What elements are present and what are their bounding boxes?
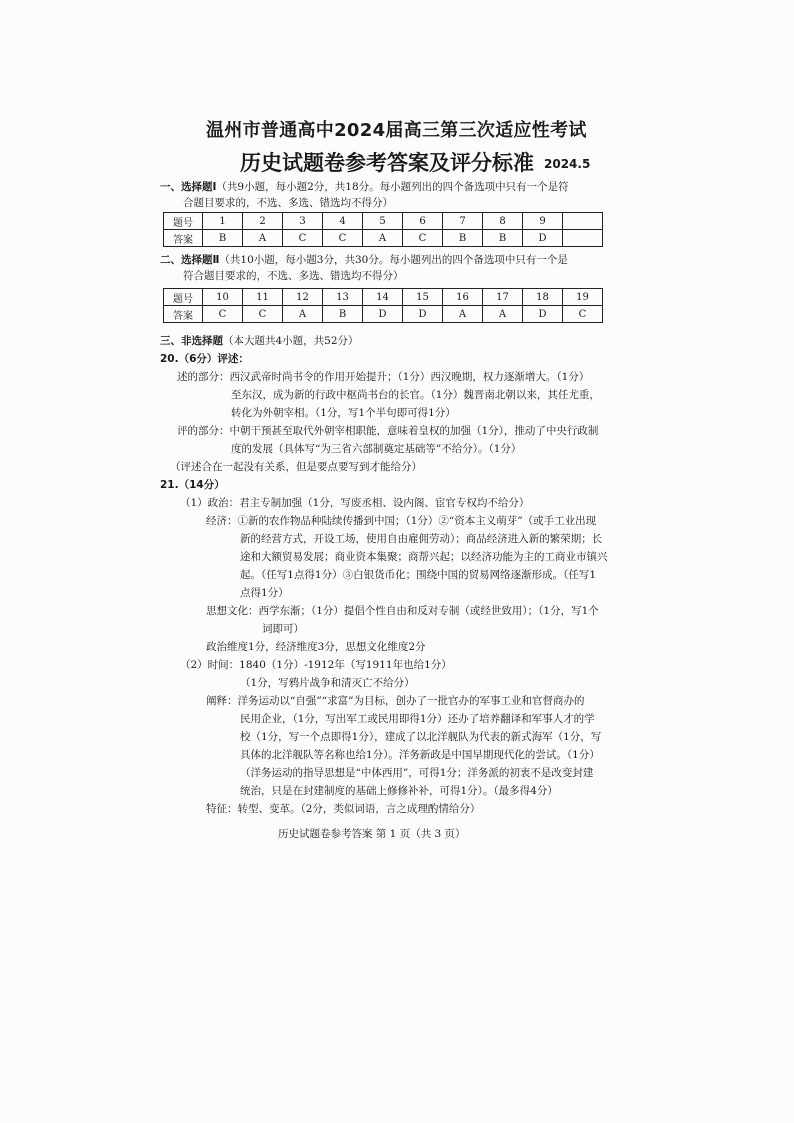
q21-heading: 21.（14分） (160, 479, 225, 491)
question-number: 18 (523, 289, 563, 306)
q21-line: 阐释：洋务运动以“自强”“求富”为目标，创办了一批官办的军事工业和官督商办的 (206, 695, 585, 707)
question-number: 2 (243, 213, 283, 230)
answer-cell: D (363, 306, 403, 323)
section2-answer-row (164, 306, 603, 323)
question-number: 5 (363, 213, 403, 230)
question-number: 16 (443, 289, 483, 306)
answer-cell: B (323, 306, 363, 323)
question-number: 1 (203, 213, 243, 230)
answer-cell: C (203, 306, 243, 323)
answer-cell: A (243, 230, 283, 247)
section1-desc-line2: 合题目要求的，不选、多选、错选均不得分） (183, 197, 393, 209)
q21-line: （洋务运动的指导思想是“中体西用”，可得1分；洋务派的初衷不是改变封建 (240, 767, 594, 779)
question-number: 9 (523, 213, 563, 230)
answer-cell: A (483, 306, 523, 323)
answer-cell: A (363, 230, 403, 247)
row-label: 题号 (164, 289, 203, 306)
question-number: 12 (283, 289, 323, 306)
question-number: 3 (283, 213, 323, 230)
question-number: 14 (363, 289, 403, 306)
question-number: 13 (323, 289, 363, 306)
section2-heading: 二、选择题Ⅱ (160, 254, 220, 266)
q20-line: 述的部分：西汉武帝时尚书令的作用开始提升；（1分）西汉晚期，权力逐渐增大。（1分） (177, 371, 590, 383)
q21-line: 思想文化：西学东渐；（1分）提倡个性自由和反对专制（或经世致用）；（1分，写1个 (206, 605, 599, 617)
answer-cell: B (203, 230, 243, 247)
section1-desc-line1: （共9小题，每小题2分，共18分。每小题列出的四个备选项中只有一个是符 (216, 181, 569, 193)
section1-answer-table (163, 212, 603, 247)
answer-cell: C (323, 230, 363, 247)
question-number: 8 (483, 213, 523, 230)
answer-cell: C (283, 230, 323, 247)
question-number: 11 (243, 289, 283, 306)
section3-desc: （本大题共4小题，共52分） (223, 335, 359, 347)
question-number: 19 (563, 289, 603, 306)
doc-title (240, 147, 640, 177)
section1-intro (160, 180, 569, 194)
answer-cell: D (403, 306, 443, 323)
section3-heading: 三、非选择题 (160, 335, 223, 347)
section1-number-row (164, 213, 603, 230)
answer-cell: A (443, 306, 483, 323)
q21-line: 统治，只是在封建制度的基础上修修补补，可得1分）。（最多得4分） (240, 785, 558, 797)
q20-heading: 20.（6分）评述： (160, 353, 249, 365)
q21-line: （1分，写鸦片战争和清灭亡不给分） (240, 677, 415, 689)
q21-line: （1）政治：君主专制加强（1分，写废丞相、设内阁、宦官专权均不给分） (180, 497, 530, 509)
row-label: 题号 (164, 213, 203, 230)
doc-date: 2024.5 (544, 157, 591, 171)
section3-intro (160, 334, 359, 348)
answer-cell: A (283, 306, 323, 323)
q21-line: 途和大额贸易发展；商业资本集聚；商帮兴起；以经济功能为主的工商业市镇兴 (240, 551, 608, 563)
doc-title-text: 历史试题卷参考答案及评分标准 (240, 151, 534, 175)
question-number: 17 (483, 289, 523, 306)
answer-cell: D (523, 306, 563, 323)
q20-line: 转化为外朝宰相。（1分，写1个半句即可得1分） (231, 407, 456, 419)
answer-cell: B (483, 230, 523, 247)
question-number: 7 (443, 213, 483, 230)
q21-line: 点得1分） (240, 587, 289, 599)
answer-cell: C (563, 306, 603, 323)
page-footer: 历史试题卷参考答案 第 1 页（共 3 页） (278, 828, 466, 840)
q21-line: 经济：①新的农作物品种陆续传播到中国；（1分）②“资本主义萌芽”（或手工业出现 (206, 515, 597, 527)
section1-answer-row (164, 230, 603, 247)
q21-line: 具体的北洋舰队等名称也给1分）。洋务新政是中国早期现代化的尝试。（1分） (240, 749, 600, 761)
q20-line: （评述合在一起没有关系，但是要点要写到才能给分） (170, 461, 422, 473)
answer-cell: C (403, 230, 443, 247)
q20-line: 度的发展（具体写“为三省六部制奠定基础等”不给分）。（1分） (231, 443, 522, 455)
answer-cell: C (243, 306, 283, 323)
q20-line: 评的部分：中朝干预甚至取代外朝宰相职能，意味着皇权的加强（1分），推动了中央行政制 (177, 425, 599, 437)
q21-line: 民用企业，（1分，写出军工或民用即得1分）还办了培养翻译和军事人才的学 (240, 713, 595, 725)
section2-intro (160, 253, 568, 267)
question-number: 15 (403, 289, 443, 306)
q20-line: 至东汉，成为新的行政中枢尚书台的长官。（1分）魏晋南北朝以来，其任尤重， (231, 389, 600, 401)
question-number: 6 (403, 213, 443, 230)
answer-cell (563, 230, 603, 247)
q21-line: （2）时间：1840（1分）-1912年（写1911年也给1分） (180, 659, 452, 671)
section2-desc-line1: （共10小题，每小题3分，共30分。每小题列出的四个备选项中只有一个是 (219, 254, 568, 266)
q21-line: 起。（任写1点得1分）③白银货币化；围绕中国的贸易网络逐渐形成。（任写1 (240, 569, 597, 581)
section2-desc-line2: 符合题目要求的，不选、多选、错选均不得分） (183, 270, 404, 282)
q21-line: 政治维度1分，经济维度3分，思想文化维度2分 (206, 641, 426, 653)
question-number: 10 (203, 289, 243, 306)
answer-cell: D (523, 230, 563, 247)
section1-heading: 一、选择题Ⅰ (160, 181, 217, 193)
question-number: 4 (323, 213, 363, 230)
row-label: 答案 (164, 306, 203, 323)
exam-title: 温州市普通高中2024届高三第三次适应性考试 (206, 120, 587, 141)
q21-line: 特征：转型、变革。（2分，类似词语，言之成理酌情给分） (206, 803, 481, 815)
q21-line: 新的经营方式，开设工场，使用自由雇佣劳动）；商品经济进入新的繁荣期；长 (240, 533, 603, 545)
answer-cell: B (443, 230, 483, 247)
q21-line: 校（1分，写一个点即得1分），建成了以北洋舰队为代表的新式海军（1分，写 (240, 731, 602, 743)
section2-number-row (164, 289, 603, 306)
row-label: 答案 (164, 230, 203, 247)
question-number (563, 213, 603, 230)
q21-line: 词即可） (262, 623, 304, 635)
section2-answer-table (163, 288, 603, 323)
